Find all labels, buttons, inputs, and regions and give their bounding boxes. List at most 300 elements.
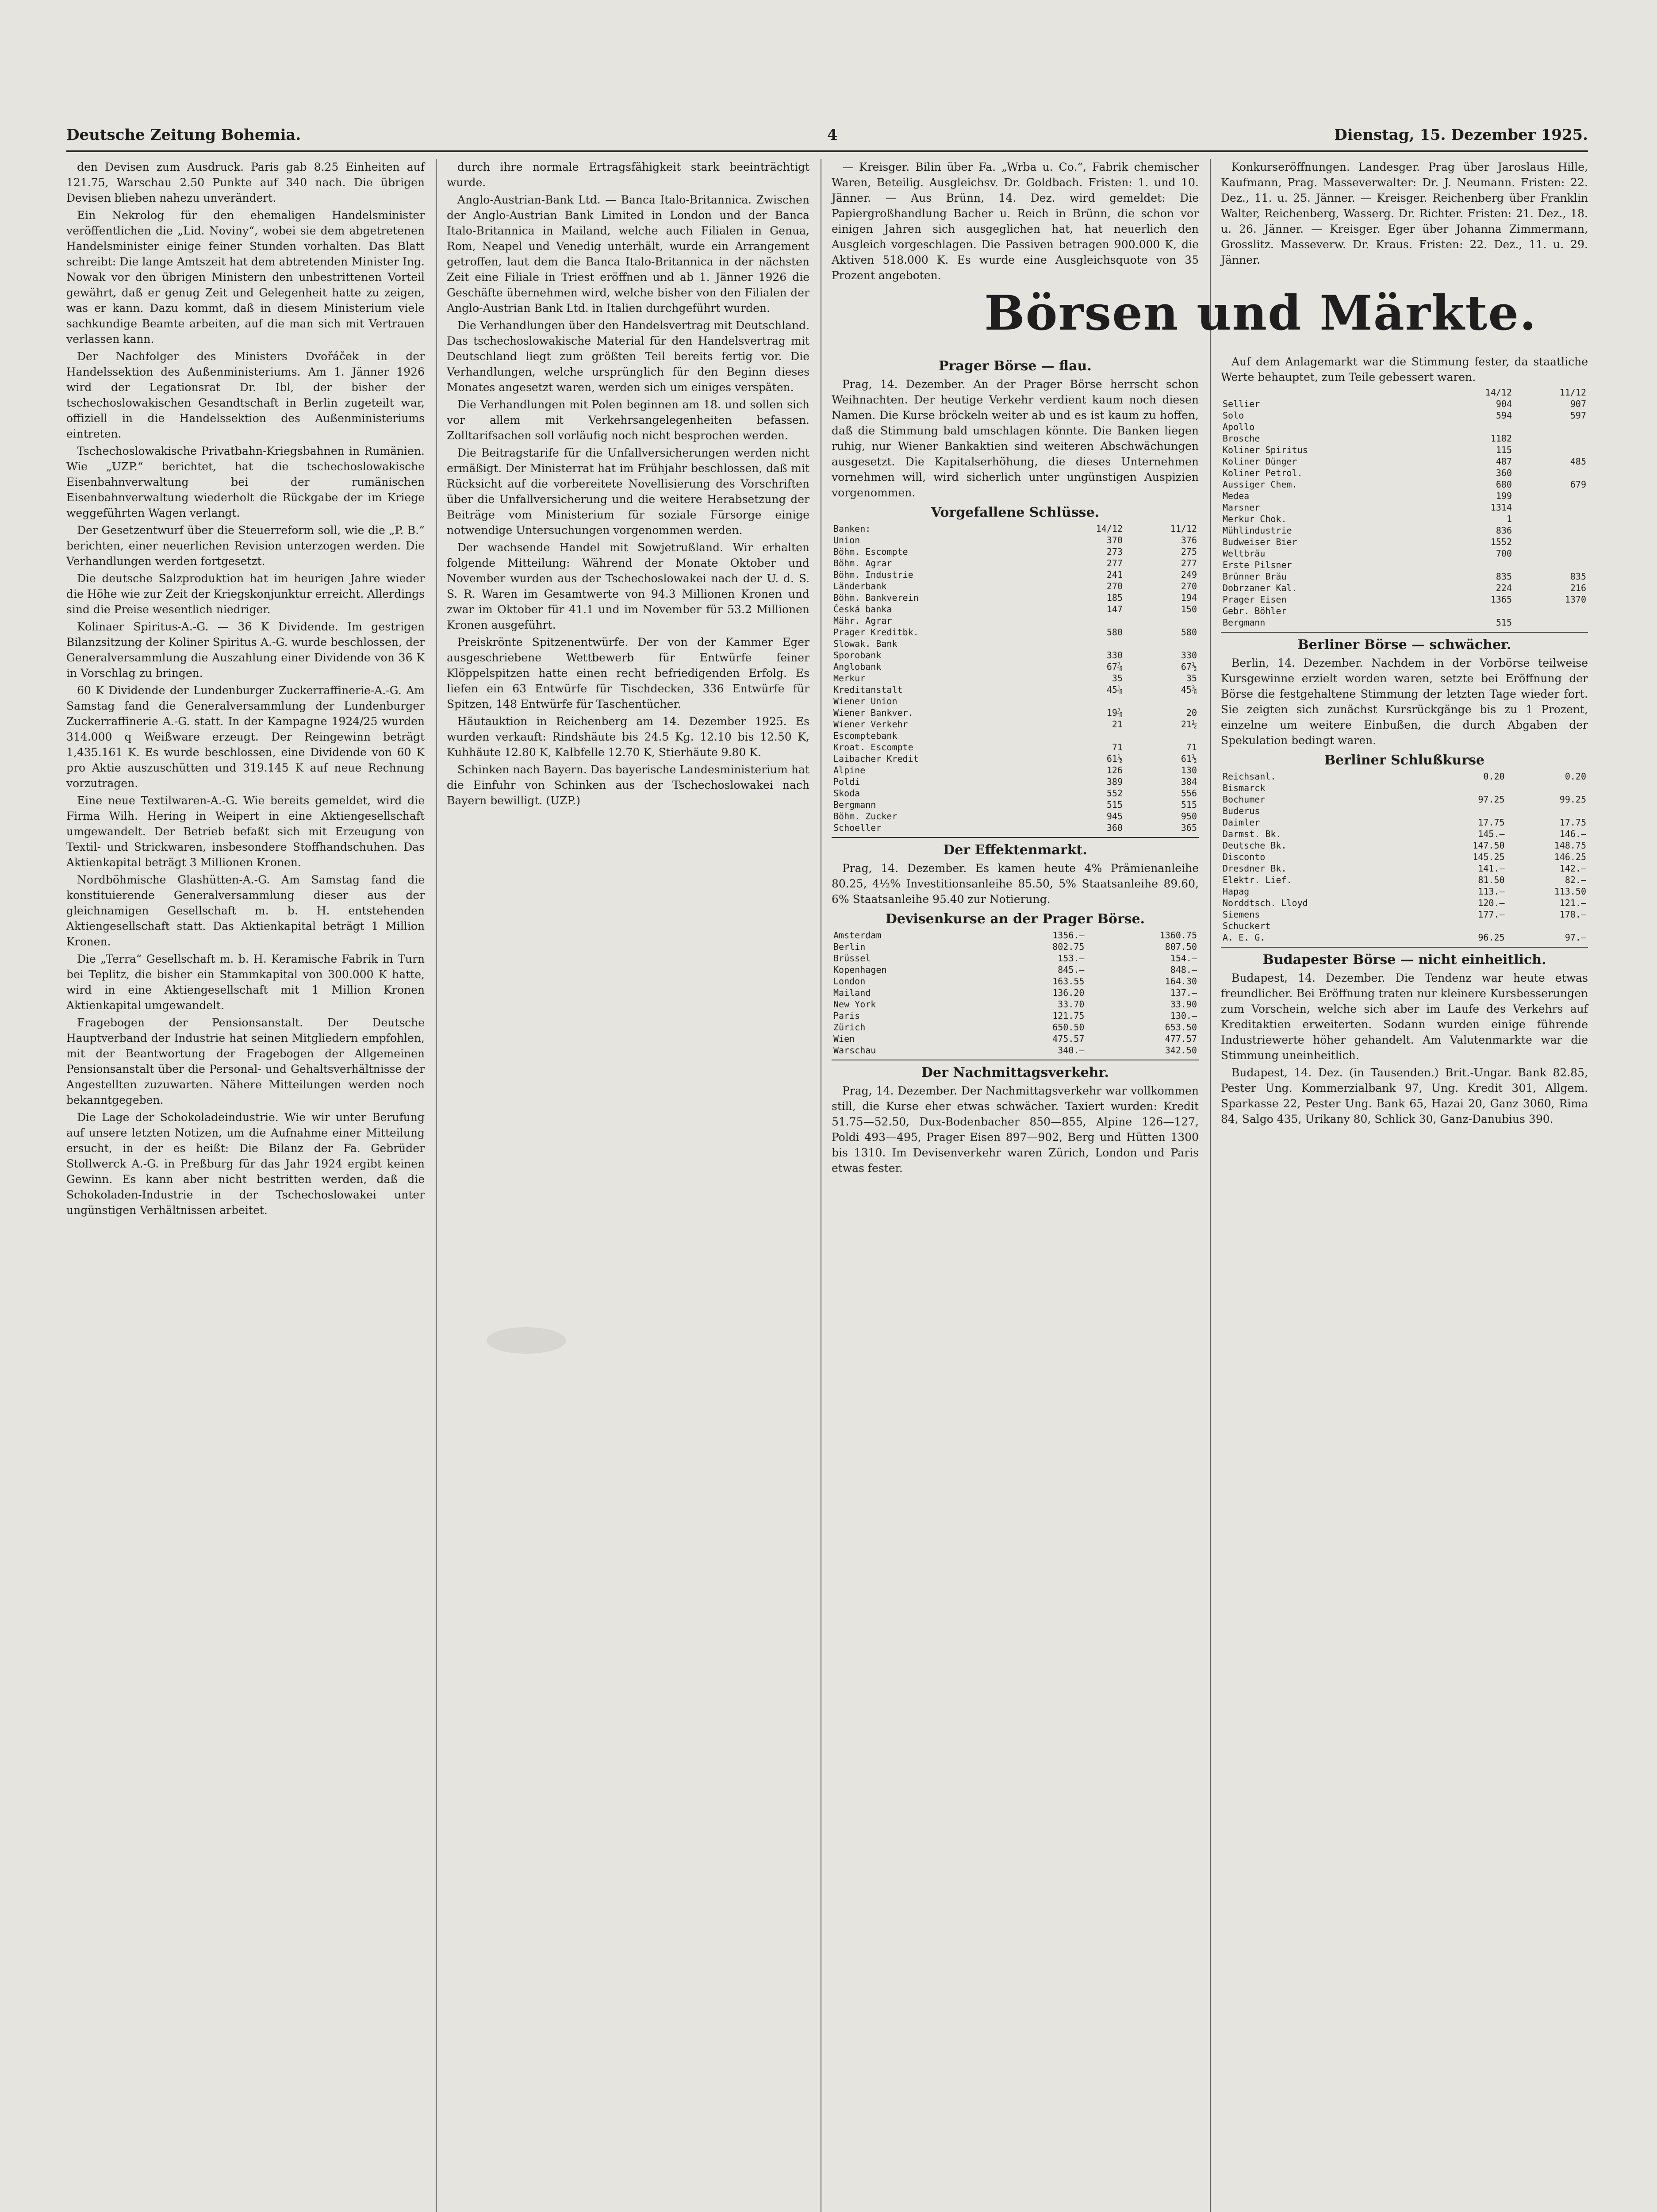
cell-name: London [833,976,866,987]
cell-value: 71 [1186,742,1197,753]
table-row [1221,817,1588,828]
table-row [1221,421,1588,433]
cell-name: Prager Eisen [1223,594,1287,605]
cell-value: 845.— [1058,964,1085,975]
table-row [1221,886,1588,897]
cell-value: 950 [1181,811,1197,822]
cell-value: 121.75 [1052,1010,1085,1021]
stock-table [832,523,1199,833]
table-row [1221,909,1588,920]
cell-value [1124,615,1199,626]
cell-value: 126 [1106,765,1123,776]
cell-value: 680 [1496,479,1512,490]
cell-name: Kopenhagen [833,964,887,975]
table-row [832,952,1199,964]
cell-value [1425,782,1506,794]
cell-value [1514,421,1588,433]
header-date: Dienstag, 15. Dezember 1925. [1334,126,1588,144]
cell-value: 594 [1496,410,1512,421]
cell-value: 580 [1181,627,1197,637]
table-row [832,764,1199,776]
berlin-table [1221,771,1588,943]
table-row [832,672,1199,684]
cell-value [1514,444,1588,456]
cell-name: Elektr. Lief. [1223,875,1292,885]
table-row [832,741,1199,753]
table-row [1221,456,1588,467]
article-paragraph: Budapest, 14. Dez. (in Tausenden.) Brit.-Ungar. Bank 82.85, Pester Ung. Kommerzialbank 97, Ung. Kredit 301, Allgem. Sparkasse 22, Pester Ung. Bank 65, Hazai 20, Ganz 3060, Rima 84, Salgo 435, Urikany 80, Schlick 30, Ganz-Danubius 390. [1221,1066,1588,1125]
table-row [1221,863,1588,874]
cell-value [1439,605,1514,617]
cell-name: Slowak. Bank [833,638,898,649]
table-row [1221,571,1588,582]
cell-value: 61½ [1181,753,1197,764]
cell-value: 340.— [1058,1045,1085,1056]
article-paragraph: Prag, 14. Dezember. Es kamen heute 4% Prämienanleihe 80.25, 4½% Investitionsanleihe 85.50, 5% Staatsanleihe 89.60, 6% Staatsanleihe 95.40 zur Notierung. [832,862,1199,906]
article-paragraph: Die Verhandlungen über den Handelsvertrag mit Deutschland. Das tschechoslowakische Material für den Handelsvertrag mit Deutschland liegt zum größten Teil bereits fertig vor. Die Verhandlungen, welche ursprünglich für den Beginn dieses Monates angesetzt waren, werden sich um einiges verspäten. [447,319,809,394]
table-row [1221,433,1588,444]
cell-value: 836 [1496,525,1512,536]
divider [832,837,1199,838]
cell-value [1514,617,1588,628]
cell-value [1050,615,1124,626]
cell-name: Reichsanl. [1223,771,1276,782]
table-row [1221,548,1588,559]
cell-value: 164.30 [1165,976,1197,987]
table-row [832,615,1199,626]
article-paragraph: Der Nachfolger des Ministers Dvořáček in der Handelssektion des Außenministeriums. Am 1. Jänner 1926 wird der Legationsrat Dr. Ibl, der bisher der tschechoslowakischen Gesandtschaft in Berlin zugeteilt war, offiziell in die Handelssektion des Außenministeriums eintreten. [66,350,425,440]
cell-value [1514,548,1588,559]
table-row [1221,444,1588,456]
table-header: 11/12 [1559,387,1586,398]
cell-value [1507,805,1588,817]
article-paragraph: Kolinaer Spiritus-A.-G. — 36 K Dividende. Im gestrigen Bilanzsitzung der Koliner Spiritus A.-G. wurde beschlossen, der Generalversammlung die Auszahlung einer Dividende von 36 K in Vorschlag zu bringen. [66,620,425,680]
table-row [832,964,1199,975]
article-paragraph: Budapest, 14. Dezember. Die Tendenz war heute etwas freundlicher. Bei Eröffnung traten nur kleinere Kursbesserungen zum Vorschein, welche sich aber im Laufe des Verkehrs auf Kreditaktien erweiterten. Sodann wurden einige führende Industriewerte höher gehandelt. Am Valutenmarkte war die Stimmung uneinheitlich. [1221,972,1588,1062]
cell-value: 96.25 [1478,932,1505,943]
cell-value: 1314 [1490,502,1512,513]
cell-value: 249 [1181,569,1197,580]
table-row [1221,932,1588,943]
cell-value: 148.75 [1554,840,1586,851]
cell-value: 145.25 [1473,852,1505,862]
cell-name: Böhm. Agrar [833,558,892,568]
cell-value: 835 [1496,571,1512,582]
cell-name: Koliner Spiritus [1223,445,1308,455]
cell-value: 153.— [1058,953,1085,964]
cell-name: Siemens [1223,909,1260,920]
table-row [832,1010,1199,1022]
cell-name: Budweiser Bier [1223,537,1297,547]
cell-value [1514,536,1588,548]
table-row [832,557,1199,569]
cell-value [1050,638,1124,649]
cell-name: Daimler [1223,817,1260,828]
table-row [1221,594,1588,605]
cell-value: 61½ [1106,753,1123,764]
cell-value [1124,695,1199,707]
table-row [832,799,1199,810]
cell-value: 241 [1106,569,1123,580]
article-paragraph: Tschechoslowakische Privatbahn-Kriegsbahnen in Rumänien. Wie „UZP.“ berichtet, hat die tschechoslowakische Eisenbahnverwaltung bei der rumänischen Eisenbahnverwaltung wiederholt die Rückgabe der im Kriege weggeführten Wagen verlangt. [66,445,425,519]
cell-value: 216 [1570,583,1586,593]
section-title: Der Effektenmarkt. [943,842,1087,858]
table-row [832,822,1199,833]
cell-name: Kroat. Escompte [833,742,913,753]
table-row [832,649,1199,661]
cell-name: Koliner Petrol. [1223,468,1303,478]
cell-value: 1 [1506,514,1512,524]
cell-value: 45⅛ [1106,684,1123,695]
table-row [1221,828,1588,840]
table-row [832,684,1199,695]
cell-value: 1356.— [1052,930,1085,941]
cell-value: 515 [1106,799,1123,810]
print-smudge [487,1327,566,1354]
cell-name: Sellier [1223,399,1260,409]
table-row [832,580,1199,592]
article-paragraph: Nordböhmische Glashütten-A.-G. Am Samstag fand die konstituierende Generalversammlung dieser aus der gleichnamigen Gesellschaft m. b. H. entstehenden Aktiengesellschaft statt. Das Aktienkapital beträgt 1 Million Kronen. [66,873,425,948]
cell-value [1514,605,1588,617]
cell-value: 802.75 [1052,941,1085,952]
cell-name: Disconto [1223,852,1266,862]
cell-value: 199 [1496,491,1512,501]
table-row [1221,897,1588,909]
section-title: Berliner Börse — schwächer. [1297,637,1511,653]
cell-name: Brünner Bräu [1223,571,1287,582]
article-paragraph: 60 K Dividende der Lundenburger Zuckerraffinerie-A.-G. Am Samstag fand die Generalversammlung der Lundenburger Zuckerraffinerie A.-G. statt. In der Kampagne 1924/25 wurden 314.000 q Weißware erzeugt. Der Reingewinn beträgt 1,435.161 K. Es wurde beschlossen, eine Dividende von 60 K pro Aktie auszuschütten und 319.145 K auf neue Rechnung vorzutragen. [66,684,425,790]
table-row [832,929,1199,941]
cell-value: 97.25 [1478,794,1505,805]
cell-name: Böhm. Zucker [833,811,898,822]
cell-name: Dresdner Bk. [1223,863,1287,874]
cell-value: 185 [1106,592,1123,603]
table-header: 14/12 [1485,387,1512,398]
table-row [1221,536,1588,548]
cell-value [1514,513,1588,525]
article-paragraph: Prag, 14. Dezember. Der Nachmittagsverkehr war vollkommen still, die Kurse eher etwas schwächer. Taxiert wurden: Kredit 51.75—52.50, Dux-Bodenbacher 850—855, Alpine 126—127, Poldi 493—495, Prager Eisen 897—902, Berg und Hütten 1300 bis 1310. Im Devisenverkehr waren Zürich, London und Paris etwas fester. [832,1084,1199,1175]
cell-value: 277 [1106,558,1123,568]
cell-value: 71 [1112,742,1123,753]
article-paragraph: Die deutsche Salzproduktion hat im heurigen Jahre wieder die Höhe wie zur Zeit der Kriegskonjunktur erreicht. Allerdings sind die Preise wesentlich niedriger. [66,572,425,616]
cell-value: 19⅞ [1106,707,1123,718]
article-paragraph: Die Lage der Schokoladeindustrie. Wie wir unter Berufung auf unsere letzten Notizen, um die Aufnahme einer Mitteilung ersucht, in der es heißt: Die Bilanz der Fa. Gebrüder Stollwerck A.-G. in Preßburg für das Jahr 1924 ergibt keinen Gewinn. Es kann aber nicht bestritten werden, daß die Schokoladen-Industrie in der Tschechoslowakei unter ungünstigen Verhältnissen arbeitet. [66,1111,425,1217]
cell-value [1514,433,1588,444]
article-paragraph: — Kreisger. Bilin über Fa. „Wrba u. Co.“, Fabrik chemischer Waren, Beteilig. Ausgleichsv. Dr. Goldbach. Fristen: 1. und 10. Jänner. — Aus Brünn, 14. Dez. wird gemeldet: Die Papiergroßhandlung Bacher u. Reich in Brünn, die schon vor einigen Jahren sich ausgeglichen hat, hat neuerlich den Ausgleich vorgeschlagen. Die Passiven betragen 900.000 K, die Aktiven 518.000 K. Es wurde eine Ausgleichsquote von 35 Prozent angeboten. [832,161,1199,282]
cell-value: 146.— [1559,829,1586,839]
cell-value: 113.— [1478,886,1505,897]
table-row [832,638,1199,649]
cell-value: 21½ [1181,719,1197,730]
cell-value: 330 [1181,650,1197,661]
article-paragraph: Auf dem Anlagemarkt war die Stimmung fester, da staatliche Werte behauptet, zum Teile gebessert waren. [1221,355,1588,384]
cell-value: 807.50 [1165,941,1197,952]
cell-value: 163.55 [1052,976,1085,987]
column-divider [436,159,437,2212]
cell-value: 45⅜ [1181,684,1197,695]
cell-value [1124,638,1199,649]
cell-name: Buderus [1223,806,1260,816]
cell-name: Laibacher Kredit [833,753,919,764]
article-paragraph: Ein Nekrolog für den ehemaligen Handelsminister veröffentlichen die „Lid. Noviny“, wobei sie dem abgetretenen Handelsminister einige feiner Stunden vorhalten. Das Blatt schreibt: Die lange Amtszeit hat dem abtretenden Minister Ing. Nowak vor den übrigen Ministern den unbestrittenen Vorteil gewährt, daß er genug Zeit und Gelegenheit hatte zu zeigen, was er kann. Dazu kommt, daß in diesem Ministerium viele sachkundige Beamte arbeiten, auf die man sich mit Vertrauen verlassen kann. [66,209,425,346]
table-row [1221,605,1588,617]
article-paragraph: Die „Terra“ Gesellschaft m. b. H. Keramische Fabrik in Turn bei Teplitz, die bisher ein Stammkapital von 300.000 K hatte, wird in eine Aktiengesellschaft mit 1 Million Kronen Aktienkapital umgewandelt. [66,952,425,1012]
table-row [1221,513,1588,525]
cell-name: Koliner Dünger [1223,456,1297,467]
article-paragraph: Anglo-Austrian-Bank Ltd. — Banca Italo-Britannica. Zwischen der Anglo-Austrian Bank Limited in London und der Banca Italo-Britannica in Mailand, welche auch Filialen in Genua, Rom, Neapel und Venedig unterhält, wurde ein Arrangement getroffen, laut dem die Banca Italo-Britannica in der nächsten Zeit eine Filiale in Triest eröffnen und ab 1. Jänner 1926 die Geschäfte übernehmen wird, welche bisher von den Filialen der Anglo-Austrian Bank Ltd. in Italien durchgeführt wurden. [447,193,809,315]
column-4 [1221,354,1588,2212]
cell-value: 177.— [1478,909,1505,920]
cell-value: 82.— [1565,875,1586,885]
table-row [1221,490,1588,502]
column-1 [66,159,425,2212]
cell-value: 113.50 [1554,886,1586,897]
table-row [832,941,1199,952]
table-row [1221,525,1588,536]
cell-value: 342.50 [1165,1045,1197,1056]
cell-value: 137.— [1170,987,1197,998]
cell-name: Poldi [833,776,860,787]
cell-name: Zürich [833,1022,866,1033]
article-paragraph: Prag, 14. Dezember. An der Prager Börse herrscht schon Weihnachten. Der heutige Verkehr verdient kaum noch diesen Namen. Die Kurse bröckeln weiter ab und es ist kaum zu hoffen, daß die Stimmung bald umschlagen könnte. Die Banken liegen ruhig, nur Wiener Bankaktien sind weiteren Abschwächungen ausgesetzt. Die Kapitalserhöhung, die dieses Unternehmen vornehmen will, wird sicherlich unter ungünstigen Auspizien vorgenommen. [832,378,1199,499]
header-rule [66,150,1588,152]
cell-value [1507,782,1588,794]
cell-value: 150 [1181,604,1197,614]
cell-value: 552 [1106,788,1123,799]
cell-value: 835 [1570,571,1586,582]
article-paragraph: Der Gesetzentwurf über die Steuerreform soll, wie die „P. B.“ berichten, einer neuerlichen Revision unterzogen werden. Die Verhandlungen werden fortgesetzt. [66,524,425,568]
cell-value: 475.57 [1052,1033,1085,1044]
cell-value: 848.— [1170,964,1197,975]
cell-value: 270 [1181,581,1197,591]
cell-name: Union [833,535,860,545]
article-paragraph: Preiskrönte Spitzenentwürfe. Der von der Kammer Eger ausgeschriebene Wettbewerb für Entwürfe feiner Klöppelspitzen hatte einen recht befriedigenden Erfolg. Es liefen ein 63 Entwürfe für Tischdecken, 336 Entwürfe für Spitzen, 148 Entwürfe für Taschentücher. [447,636,809,710]
table-row [832,569,1199,580]
table-row [1221,582,1588,594]
article-paragraph: Fragebogen der Pensionsanstalt. Der Deutsche Hauptverband der Industrie hat seinen Mitgliedern empfohlen, mit der Beantwortung der Fragebogen der Allgemeinen Pensionsanstalt über die Personal- und Gehaltsverhältnisse der Angestellten zuzuwarten. Nähere Mitteilungen werden noch bekanntgegeben. [66,1016,425,1106]
cell-value: 487 [1496,456,1512,467]
table-row [832,1045,1199,1056]
cell-value [1425,920,1506,932]
cell-value: 115 [1496,445,1512,455]
cell-value: 67½ [1181,661,1197,672]
cell-value [1425,805,1506,817]
column-2 [447,159,809,2212]
cell-value: 120.— [1478,898,1505,908]
cell-value: 142.— [1559,863,1586,874]
cell-value: 21 [1112,719,1123,730]
stock-table-2 [1221,387,1588,628]
cell-value: 370 [1106,535,1123,545]
table-row [1221,410,1588,421]
table-row [832,695,1199,707]
cell-value: 360 [1106,822,1123,833]
cell-value: 650.50 [1052,1022,1085,1033]
table-row [832,546,1199,557]
header-page-number: 4 [827,126,838,144]
cell-name: Erste Pilsner [1223,560,1292,570]
cell-value: 35 [1186,673,1197,684]
cell-name: Brüssel [833,953,871,964]
cell-value: 17.75 [1559,817,1586,828]
cell-name: A. E. G. [1223,932,1266,943]
article-paragraph: Die Beitragstarife für die Unfallversicherungen werden nicht ermäßigt. Der Ministerrat hat im Frühjahr beschlossen, daß mit Rücksicht auf die vorbereitete Novellisierung des Vorschriften über die Unfallversicherung und die weitere Herabsetzung der Beiträge vom Ministerium für soziale Fürsorge einige notwendige Untersuchungen vorgenommen werden. [447,446,809,537]
cell-name: Mähr. Agrar [833,615,892,626]
table-row [1221,617,1588,628]
cell-name: Mühlindustrie [1223,525,1292,536]
cell-value: 330 [1106,650,1123,661]
table-title: Devisenkurse an der Prager Börse. [885,911,1145,927]
article-paragraph: Eine neue Textilwaren-A.-G. Wie bereits gemeldet, wird die Firma Wilh. Hering in Weipert in eine Aktiengesellschaft umgewandelt. Der Betrieb befaßt sich mit Erzeugung von Textil- und Strickwaren, insbesondere Stoffhandschuhen. Das Aktienkapital beträgt 3 Millionen Kronen. [66,794,425,869]
cell-name: Berlin [833,941,866,952]
table-row [1221,920,1588,932]
cell-value: 1365 [1490,594,1512,605]
cell-name: Dobrzaner Kal. [1223,583,1297,593]
cell-value: 81.50 [1478,875,1505,885]
cell-name: Paris [833,1010,860,1021]
table-row [1221,805,1588,817]
cell-value: 147 [1106,604,1123,614]
cell-value: 1370 [1565,594,1586,605]
article-paragraph: Häutauktion in Reichenberg am 14. Dezember 1925. Es wurden verkauft: Rindshäute bis 24.5 Kg. 12.10 bis 12.50 K, Kuhhäute 12.80 K, Kalbfelle 12.70 K, Stierhäute 9.80 K. [447,715,809,759]
header-newspaper-name: Deutsche Zeitung Bohemia. [66,126,301,144]
cell-value: 360 [1496,468,1512,478]
table-row [832,730,1199,741]
cell-value: 485 [1570,456,1586,467]
cell-value: 653.50 [1165,1022,1197,1033]
cell-value: 141.— [1478,863,1505,874]
cell-value: 0.20 [1483,771,1505,782]
article-paragraph: Die Verhandlungen mit Polen beginnen am 18. und sollen sich vor allem mit Verkehrsangelegenheiten befassen. Zolltarifsachen soll vorläufig noch nicht besprochen werden. [447,398,809,442]
cell-value: 0.20 [1565,771,1586,782]
cell-value: 194 [1181,592,1197,603]
table-row [832,718,1199,730]
cell-value [1439,559,1514,571]
cell-name: Medea [1223,491,1250,501]
cell-value: 154.— [1170,953,1197,964]
cell-name: Mailand [833,987,871,998]
cell-value [1514,525,1588,536]
table-row [832,998,1199,1010]
cell-name: Hapag [1223,886,1250,897]
cell-name: Escomptebank [833,730,898,741]
table-row [832,787,1199,799]
cell-value: 20 [1186,707,1197,718]
cell-value: 273 [1106,546,1123,557]
table-row [1221,479,1588,490]
cell-name: Marsner [1223,502,1260,513]
cell-name: Gebr. Böhler [1223,606,1287,616]
cell-name: Wiener Verkehr [833,719,908,730]
cell-value: 700 [1496,548,1512,559]
cell-name: Böhm. Escompte [833,546,908,557]
cell-name: Kreditanstalt [833,684,903,695]
cell-value: 477.57 [1165,1033,1197,1044]
table-row [832,776,1199,787]
cell-value: 33.70 [1058,999,1085,1010]
table-header [1221,387,1439,398]
devisen-table [832,929,1199,1056]
table-header: 14/12 [1096,523,1123,534]
cell-value [1514,559,1588,571]
table-row [1221,874,1588,886]
table-header: Banken: [833,523,871,534]
cell-value: 147.50 [1473,840,1505,851]
cell-name: Bergmann [833,799,876,810]
cell-value: 270 [1106,581,1123,591]
table-row [832,810,1199,822]
article-paragraph: Der wachsende Handel mit Sowjetrußland. Wir erhalten folgende Mitteilung: Während der Monate Oktober und November wurden aus der Tschechoslowakei nach der U. d. S. S. R. Waren im Gesamtwerte von 94.3 Millionen Kronen und zwar im Oktober für 41.1 und im November für 53.2 Millionen Kronen ausgeführt. [447,541,809,631]
column-3-top [832,159,1199,282]
cell-value: 67⅞ [1106,661,1123,672]
table-row [832,975,1199,987]
table-row [1221,840,1588,851]
cell-value: 904 [1496,399,1512,409]
cell-value: 556 [1181,788,1197,799]
cell-name: Norddtsch. Lloyd [1223,898,1308,908]
cell-name: Skoda [833,788,860,799]
cell-value: 389 [1106,776,1123,787]
cell-value: 99.25 [1559,794,1586,805]
section-masthead: Börsen und Märkte. [984,285,1537,341]
table-row [1221,502,1588,513]
cell-name: Bergmann [1223,617,1266,628]
cell-name: Deutsche Bk. [1223,840,1287,851]
cell-name: Amsterdam [833,930,882,941]
table-row [832,592,1199,603]
article-paragraph: Schinken nach Bayern. Das bayerische Landesministerium hat die Einfuhr von Schinken aus der Tschechoslowakei nach Bayern bewilligt. (UZP.) [447,763,809,807]
cell-value: 597 [1570,410,1586,421]
cell-value: 1360.75 [1159,930,1197,941]
cell-name: Bismarck [1223,783,1266,793]
cell-name: Apollo [1223,422,1255,432]
cell-value [1514,467,1588,479]
table-row [1221,467,1588,479]
cell-value: 224 [1496,583,1512,593]
cell-name: Böhm. Industrie [833,569,913,580]
cell-value [1439,421,1514,433]
cell-name: Česká banka [833,604,892,614]
table-row [1221,559,1588,571]
cell-name: Wiener Union [833,696,898,707]
table-row [832,603,1199,615]
cell-value: 275 [1181,546,1197,557]
cell-name: Bochumer [1223,794,1266,805]
article-paragraph: durch ihre normale Ertragsfähigkeit stark beeinträchtigt wurde. [447,161,809,189]
cell-value: 136.20 [1052,987,1085,998]
cell-value: 1552 [1490,537,1512,547]
cell-name: Anglobank [833,661,882,672]
article-paragraph: den Devisen zum Ausdruck. Paris gab 8.25 Einheiten auf 121.75, Warschau 2.50 Punkte auf 340 nach. Die übrigen Devisen blieben nahezu unverändert. [66,161,425,204]
table-row [1221,771,1588,782]
cell-value: 365 [1181,822,1197,833]
cell-name: Merkur Chok. [1223,514,1287,524]
section-title: Der Nachmittagsverkehr. [921,1065,1109,1080]
cell-name: Weltbräu [1223,548,1266,559]
cell-value [1050,695,1124,707]
cell-value: 907 [1570,399,1586,409]
cell-value: 35 [1112,673,1123,684]
cell-value [1514,490,1588,502]
cell-value: 376 [1181,535,1197,545]
section-title: Budapester Börse — nicht einheitlich. [1262,952,1546,968]
table-title: Berliner Schlußkurse [1324,753,1485,768]
table-row [832,1033,1199,1045]
cell-name: Schoeller [833,822,882,833]
article-paragraph: Konkurseröffnungen. Landesger. Prag über Jaroslaus Hille, Kaufmann, Prag. Masseverwalter: Dr. J. Neumann. Fristen: 22. Dez., 11. u. 25. Jänner. — Kreisger. Reichenberg über Franklin Walter, Reichenberg, Wasserg. Dr. Richter. Fristen: 21. Dez., 18. u. 26. Jänner. — Kreisger. Eger über Johanna Zimmermann, Grosslitz. Masseverw. Dr. Kraus. Fristen: 22. Dez., 11. u. 29. Jänner. [1221,161,1588,266]
divider [1221,947,1588,948]
table-header: 11/12 [1170,523,1197,534]
